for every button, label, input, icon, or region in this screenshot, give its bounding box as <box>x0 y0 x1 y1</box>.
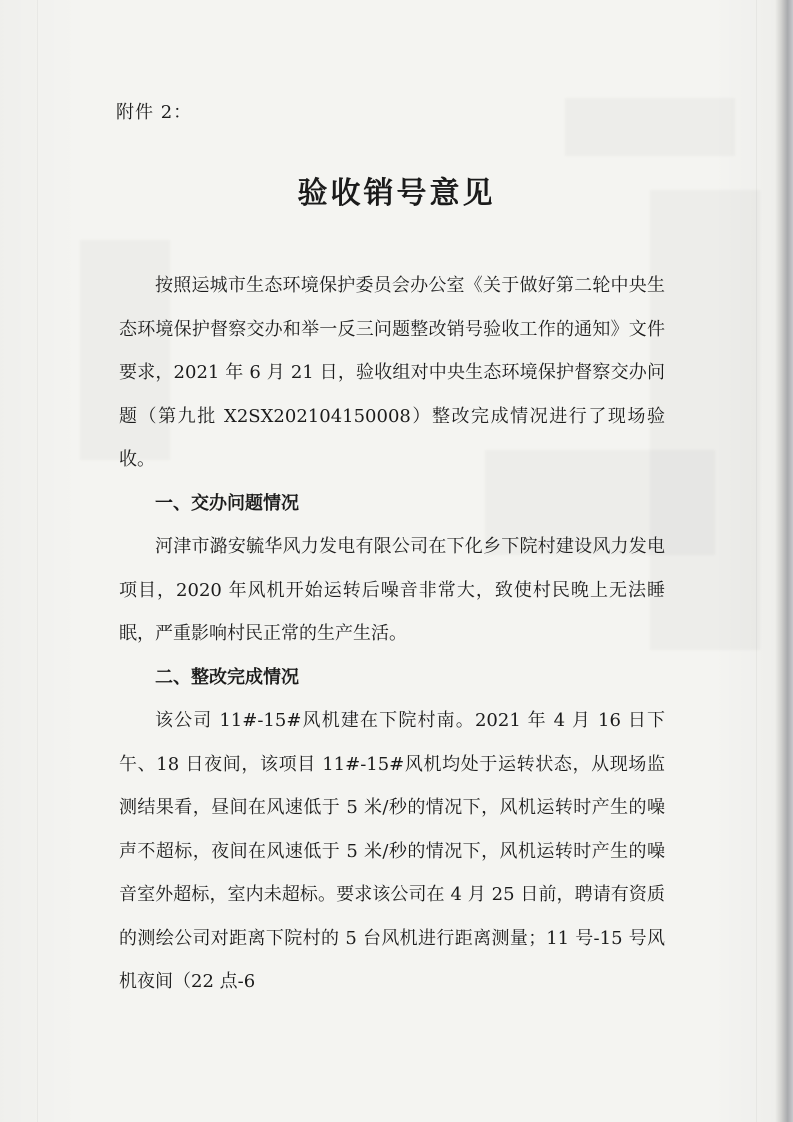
ink-bleed-top-right <box>565 98 735 156</box>
section-heading-assigned-issue: 一、交办问题情况 <box>155 492 299 514</box>
document-body <box>119 264 665 1004</box>
attachment-label: 附件 2： <box>116 102 193 123</box>
intro-paragraph: 按照运城市生态环境保护委员会办公室《关于做好第二轮中央生态环境保护督察交办和举一反三问题整改销号验收工作的通知》文件要求，2021 年 6 月 21 日，验收组对中央生态环境保护督察交办问题（第九批 X2SX202104150008）整改完成情况进行了现场验收。 <box>119 275 665 470</box>
assigned-issue-paragraph: 河津市潞安毓华风力发电有限公司在下化乡下院村建设风力发电项目，2020 年风机开始运转后噪音非常大，致使村民晚上无法睡眠，严重影响村民正常的生产生活。 <box>119 536 665 644</box>
rectification-paragraph: 该公司 11#-15#风机建在下院村南。2021 年 4 月 16 日下午、18 日夜间，该项目 11#-15#风机均处于运转状态，从现场监测结果看，昼间在风速低于 5 米/秒的情况下，风机运转时产生的噪声不超标，夜间在风速低于 5 米/秒的情况下，风机运转时产生的噪音室外超标，室内未超标。要求该公司在 4 月 25 日前，聘请有资质的测绘公司对距离下院村的 5 台风机进行距离测量；11 号-15 号风机夜间（22 点-6 <box>119 710 665 992</box>
document-title: 验收销号意见 <box>297 176 496 211</box>
section-heading-rectification: 二、整改完成情况 <box>155 666 299 688</box>
ink-bleed-right <box>650 190 760 650</box>
